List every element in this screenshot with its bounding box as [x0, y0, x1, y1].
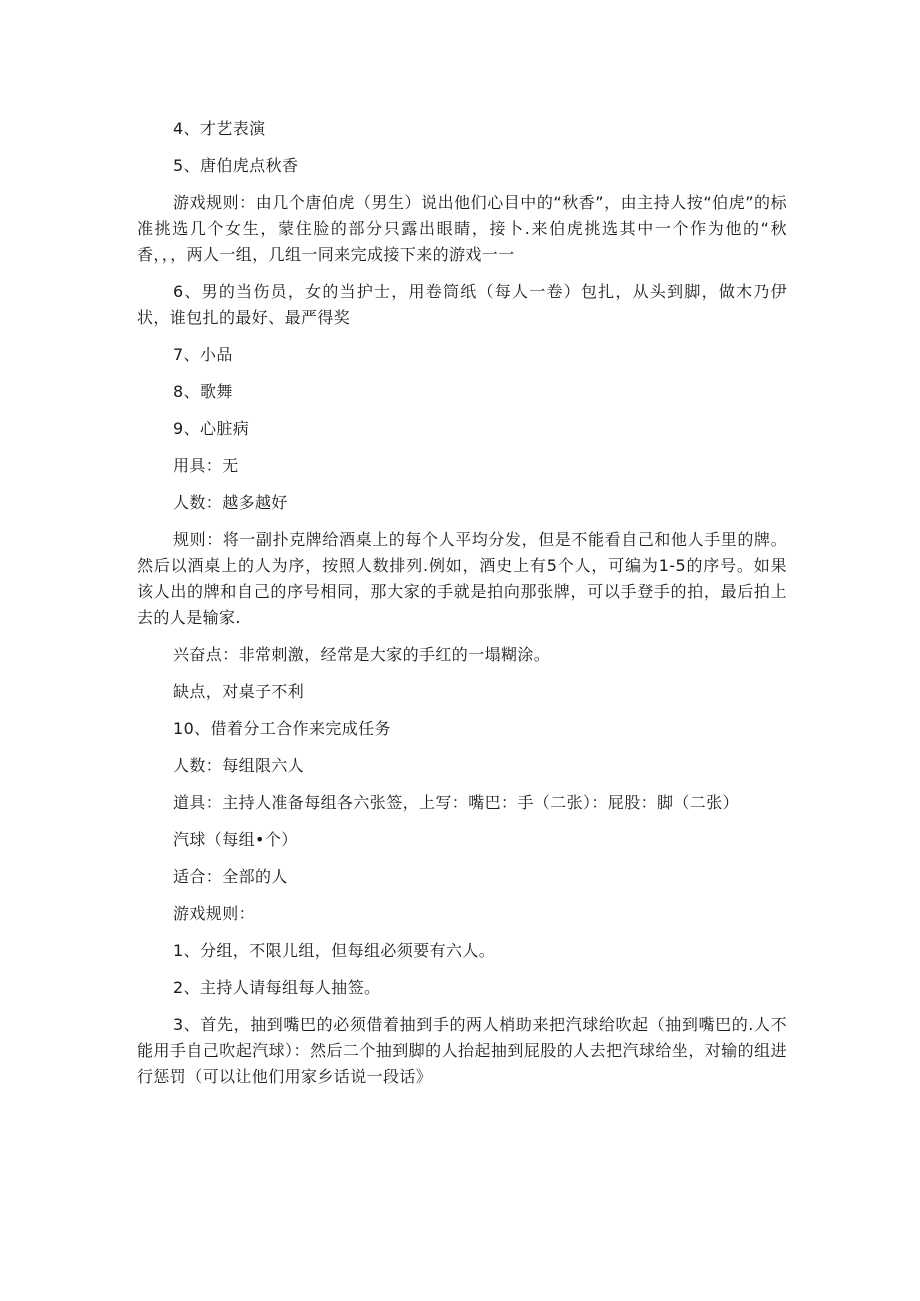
item-9-heading: 9、心脏病: [173, 419, 250, 438]
tools-line: 用具：无: [173, 456, 239, 475]
group-size-line: 人数：每组限六人: [173, 756, 305, 775]
suitable-line: 适合：全部的人: [173, 867, 288, 886]
props-line: 道具：主持人准备每组各六张签，上写：嘴巴：手（二张）：屁股：脚（二张）: [173, 793, 740, 812]
rule-3-paragraph: 3、首先，抽到嘴巴的必须借着抽到手的两人梢助来把汽球给吹起（抽到嘴巴的.人不能用手自己吹起汽球）：然后二个抽到脚的人抬起抽到屁股的人去把汽球给坐，对输的组进行惩罚（可以让他们用家乡话说一段话》: [137, 1015, 787, 1086]
balloon-line: 汽球（每组•个）: [173, 830, 298, 849]
rule-1-line: 1、分组，不限儿组，但每组必须要有六人。: [173, 941, 496, 960]
drawback-line: 缺点，对桌子不利: [173, 682, 305, 701]
excitement-line: 兴奋点：非常刺激，经常是大家的手红的一塌糊涂。: [173, 645, 551, 664]
rules-paragraph: 规则：将一副扑克牌给酒桌上的每个人平均分发，但是不能看自己和他人手里的牌。然后以酒桌上的人为序，按照人数排列.例如，酒史上有5个人，可编为1-5的序号。如果该人出的牌和自己的序号相同，那大家的手就是拍向那张牌，可以手登手的拍，最后拍上去的人是输家.: [137, 530, 787, 627]
document-body: [137, 116, 787, 1101]
item-10-heading: 10、借着分工合作来完成任务: [173, 719, 391, 738]
people-count-line: 人数：越多越好: [173, 493, 288, 512]
item-4-heading: 4、才艺表演: [173, 119, 266, 138]
game-rules-paragraph: 游戏规则：由几个唐伯虎（男生）说出他们心目中的“秋香”，由主持人按“伯虎”的标准挑选几个女生，蒙住脸的部分只露出眼睛，接卜.来伯虎挑选其中一个作为他的“秋香，，，两人一组，几组一同来完成接下来的游戏一一: [137, 193, 787, 264]
item-5-heading: 5、唐伯虎点秋香: [173, 156, 299, 175]
item-8-heading: 8、歌舞: [173, 382, 233, 401]
item-7-heading: 7、小品: [173, 345, 233, 364]
game-rules-label: 游戏规则：: [173, 904, 256, 923]
item-6-paragraph: 6、男的当伤员，女的当护士，用卷筒纸（每人一卷）包扎，从头到脚，做木乃伊状，谁包扎的最好、最严得奖: [137, 282, 787, 327]
rule-2-line: 2、主持人请每组每人抽签。: [173, 978, 381, 997]
